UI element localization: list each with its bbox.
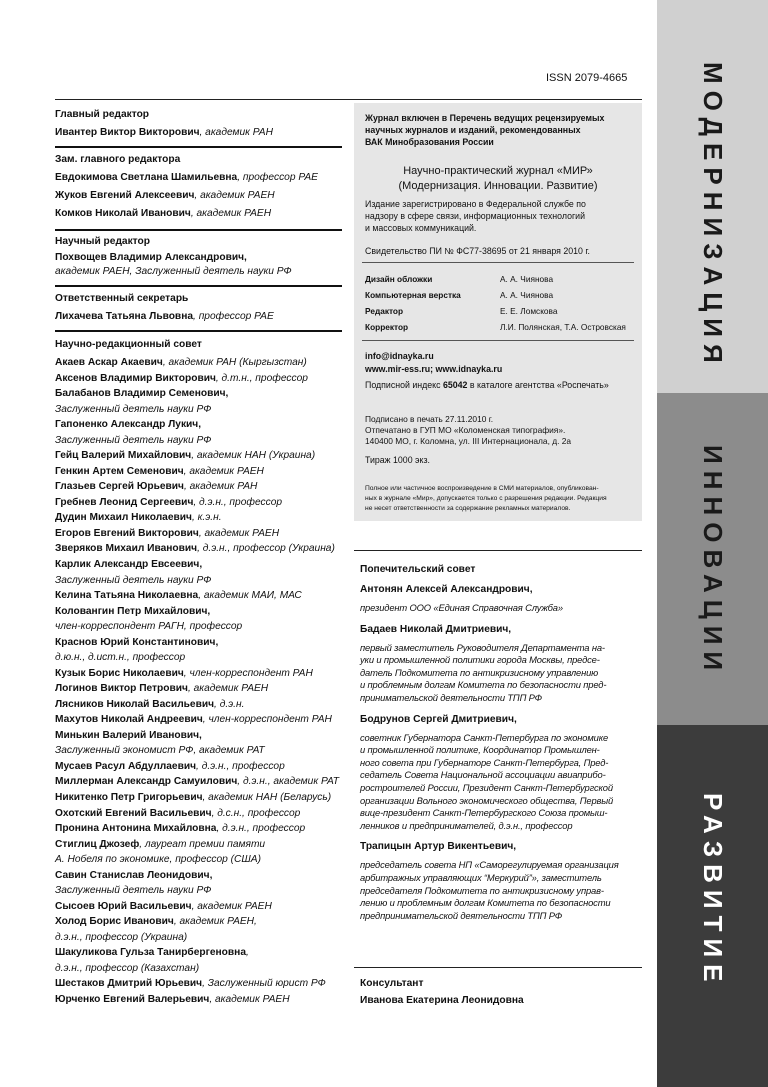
circulation: Тираж 1000 экз. — [365, 455, 430, 465]
editor-role: , академик РАН — [199, 127, 273, 138]
trustees-title: Попечительский совет — [360, 564, 476, 575]
staff-role: Корректор — [365, 322, 409, 332]
vak-inclusion-text: ВАК Минобразования России — [365, 137, 494, 147]
staff-name: Л.И. Полянская, Т.А. Островская — [500, 322, 626, 332]
vak-inclusion-text: Журнал включен в Перечень ведущих рецензируемых — [365, 113, 605, 123]
certificate: Свидетельство ПИ № ФС77-38695 от 21 января 2010 г. — [365, 246, 590, 256]
modernization-label: МОДЕРНИЗАЦИЯ — [698, 62, 728, 370]
trustee-description: предпринимательской деятельности ТПП РФ — [360, 909, 563, 921]
registration-text: надзору в сфере связи, информационных технологий — [365, 211, 585, 221]
deputy-title: Зам. главного редактора — [55, 154, 181, 165]
board-member-line: Лясников Николай Васильевич, д.э.н. — [55, 699, 245, 710]
deputy-line: Жуков Евгений Алексеевич, академик РАЕН — [55, 190, 275, 201]
website-link[interactable]: www.mir-ess.ru; www.idnayka.ru — [365, 364, 503, 374]
trustee-description: принимательской деятельности ТПП РФ — [360, 692, 542, 703]
trustee-description: датель Подкомитета по антикризисному управлению — [360, 666, 599, 678]
trustee-description: председателя Подкомитета по антикризисному управ- — [360, 884, 604, 896]
sci-editor-name: Похвощев Владимир Александрович, — [55, 252, 247, 263]
staff-name: Е. Е. Ломскова — [500, 306, 558, 316]
editor-name: Ивантер Виктор Викторович — [55, 127, 200, 138]
side-band-modernization — [657, 0, 768, 393]
board-member-line: Заслуженный деятель науки РФ — [55, 404, 212, 415]
trustee-description: и проблемным долгам Комитета по безопасности пред- — [360, 679, 607, 691]
trustee-description: и промышленной политике, Координатор Промышлен- — [360, 744, 600, 756]
staff-role: Дизайн обложки — [365, 274, 433, 284]
board-member-line: д.ю.н., д.ист.н., профессор — [55, 652, 186, 663]
journal-name: Научно-практический журнал «МИР» — [403, 165, 593, 177]
board-member-line: Мусаев Расул Абдуллаевич, д.э.н., профессор — [55, 761, 285, 772]
board-member-line: член-корреспондент РАГН, профессор — [55, 621, 243, 632]
disclaimer-text: ных в журнале «Мир», допускается только с разрешения редакции. Редакция — [365, 495, 607, 502]
journal-name: (Модернизация. Инновации. Развитие) — [398, 180, 598, 192]
trustee-name: Бадаев Николай Дмитриевич, — [360, 623, 512, 635]
board-member-line: Шакуликова Гульза Танирбергеновна, — [55, 947, 249, 958]
deputy-line: Комков Николай Иванович, академик РАЕН — [55, 208, 272, 219]
secretary-line: Лихачева Татьяна Львовна, профессор РАЕ — [55, 311, 274, 322]
board-member-line: Акаев Аскар Акаевич, академик РАН (Кыргызстан) — [55, 357, 307, 368]
trustee-name: Трапицын Артур Викентьевич, — [360, 841, 517, 853]
trustee-description: вице-президент Санкт-Петербургского Союза промыш- — [360, 807, 608, 819]
staff-name: А. А. Чиянова — [500, 274, 554, 284]
side-band-development — [657, 725, 768, 1087]
board-member-line: Никитенко Петр Григорьевич, академик НАН (Беларусь) — [55, 792, 332, 803]
registration-text: Издание зарегистрировано в Федеральной службе по — [365, 199, 586, 209]
disclaimer-text: не несет ответственности за содержание рекламных материалов. — [365, 505, 571, 512]
board-member-line: Аксенов Владимир Викторович, д.т.н., профессор — [55, 373, 308, 384]
sci-editor-title: Научный редактор — [55, 236, 150, 247]
trustee-name: Бодрунов Сергей Дмитриевич, — [360, 713, 517, 725]
board-member-line: Миллерман Александр Самуилович, д.э.н., академик РАТ — [55, 776, 339, 787]
staff-role: Компьютерная верстка — [365, 290, 461, 300]
consultant-rule — [354, 967, 642, 968]
print-info: Подписано в печать 27.11.2010 г. — [365, 414, 494, 424]
trustee-description: президент ООО «Единая Справочная Служба» — [360, 602, 563, 613]
board-member-line: Дудин Михаил Николаевич, к.э.н. — [55, 512, 222, 523]
trustee-description: председатель совета НП «Саморегулируемая организация — [360, 859, 619, 871]
board-member-line: Юрченко Евгений Валерьевич, академик РАЕН — [55, 994, 290, 1005]
board-member-line: Шестаков Дмитрий Юрьевич, Заслуженный юрист РФ — [55, 978, 326, 989]
trustee-description: ленников и предпринимателей, д.э.н., профессор — [360, 819, 573, 831]
trustee-description: лению и проблемным долгам Комитета по безопасности — [360, 897, 611, 909]
issn: ISSN 2079-4665 — [546, 72, 628, 84]
consultant-name: Иванова Екатерина Леонидовна — [360, 995, 524, 1006]
divider — [55, 285, 342, 287]
staff-role: Редактор — [365, 306, 404, 316]
info-bottom-rule — [354, 550, 642, 551]
vak-inclusion-text: научных журналов и изданий, рекомендованных — [365, 125, 581, 135]
board-member-line: Карлик Александр Евсеевич, — [55, 559, 203, 570]
editor-title: Главный редактор — [55, 109, 150, 120]
registration-text: и массовых коммуникаций. — [365, 223, 477, 233]
board-member-line: Гребнев Леонид Сергеевич, д.э.н., профессор — [55, 497, 283, 508]
board-member-line: Глазьев Сергей Юрьевич, академик РАН — [55, 481, 258, 492]
board-member-line: Пронина Антонина Михайловна, д.э.н., профессор — [55, 823, 306, 834]
trustee-description: советник Губернатора Санкт-Петербурга по экономике — [360, 731, 609, 743]
email-link[interactable]: info@idnayka.ru — [365, 351, 434, 361]
board-title: Научно-редакционный совет — [55, 339, 202, 350]
deputy-line: Евдокимова Светлана Шамильевна, профессор РАЕ — [55, 172, 318, 183]
board-member-line: Гапоненко Александр Лукич, — [55, 419, 202, 430]
box-divider — [362, 340, 634, 341]
board-member-line: Стиглиц Джозеф, лауреат премии памяти — [55, 839, 266, 850]
divider — [55, 229, 342, 231]
board-member-line: Заслуженный деятель науки РФ — [55, 885, 212, 896]
editor-line — [55, 127, 273, 139]
board-member-line: Балабанов Владимир Семенович, — [55, 388, 229, 399]
trustee-description: седатель Совета Национальной ассоциации авиаприбо- — [360, 769, 606, 781]
trustee-description: ростроителей России, Президент Санкт-Петербургской — [360, 782, 613, 793]
board-member-line: Краснов Юрий Константинович, — [55, 637, 219, 648]
divider — [55, 146, 342, 148]
board-member-line: Гейц Валерий Михайлович, академик НАН (Украина) — [55, 450, 316, 461]
trustee-description: организации Вольного экономического общества, Первый — [360, 794, 614, 806]
print-info: Отпечатано в ГУП МО «Коломенская типография». — [365, 425, 566, 435]
trustee-description: арбитражных управляющих “Меркурий”», заместитель — [360, 872, 602, 883]
board-member-line: Келина Татьяна Николаевна, академик МАИ, МАС — [55, 590, 302, 601]
header-rule — [55, 99, 642, 100]
trustee-description: уки и промышленной политики города Москвы, предсе- — [360, 654, 600, 666]
board-member-line: д.э.н., профессор (Казахстан) — [55, 963, 200, 974]
board-member-line: Заслуженный деятель науки РФ — [55, 435, 212, 446]
board-member-line: Генкин Артем Семенович, академик РАЕН — [55, 466, 264, 477]
side-band-innovation — [657, 393, 768, 725]
board-member-line: Махутов Николай Андреевич, член-корреспондент РАН — [55, 714, 332, 725]
board-member-line: Сысоев Юрий Васильевич, академик РАЕН — [55, 901, 272, 912]
board-member-line: Кузык Борис Николаевич, член-корреспондент РАН — [55, 668, 313, 679]
board-member-line: Егоров Евгений Викторович, академик РАЕН — [55, 528, 280, 539]
box-divider — [362, 262, 634, 263]
board-member-line: Зверяков Михаил Иванович, д.э.н., профессор (Украина) — [55, 543, 335, 554]
board-member-line: Коловангин Петр Михайлович, — [55, 606, 211, 617]
sci-editor-role: академик РАЕН, Заслуженный деятель науки РФ — [55, 266, 292, 277]
board-member-line: Минькин Валерий Иванович, — [55, 730, 202, 741]
trustee-name: Антонян Алексей Александрович, — [360, 584, 533, 595]
subscription-index: Подписной индекс 65042 в каталоге агентства «Роспечать» — [365, 380, 609, 390]
trustee-description: ного совета при Губернаторе Санкт-Петербурга, Пред- — [360, 756, 609, 768]
trustee-description: первый заместитель Руководителя Департамента на- — [360, 641, 605, 653]
board-member-line: Холод Борис Иванович, академик РАЕН, — [55, 916, 257, 927]
divider — [55, 330, 342, 332]
board-member-line: Заслуженный экономист РФ, академик РАТ — [55, 745, 265, 756]
staff-name: А. А. Чиянова — [500, 290, 554, 300]
board-member-line: Савин Станислав Леонидович, — [55, 870, 213, 881]
disclaimer-text: Полное или частичное воспроизведение в СМИ материалов, опубликован- — [365, 485, 599, 492]
print-info: 140400 МО, г. Коломна, ул. III Интернационала, д. 2а — [365, 436, 572, 446]
board-member-line: Логинов Виктор Петрович, академик РАЕН — [55, 683, 269, 694]
development-label: РАЗВИТИЕ — [698, 793, 728, 989]
innovation-label: ИННОВАЦИИ — [698, 445, 728, 678]
board-member-line: А. Нобеля по экономике, профессор (США) — [55, 854, 261, 865]
board-member-line: Охотский Евгений Васильевич, д.с.н., профессор — [55, 808, 301, 819]
secretary-title: Ответственный секретарь — [55, 293, 189, 304]
board-member-line: Заслуженный деятель науки РФ — [55, 575, 212, 586]
board-member-line: д.э.н., профессор (Украина) — [55, 932, 188, 943]
consultant-title: Консультант — [360, 978, 424, 989]
